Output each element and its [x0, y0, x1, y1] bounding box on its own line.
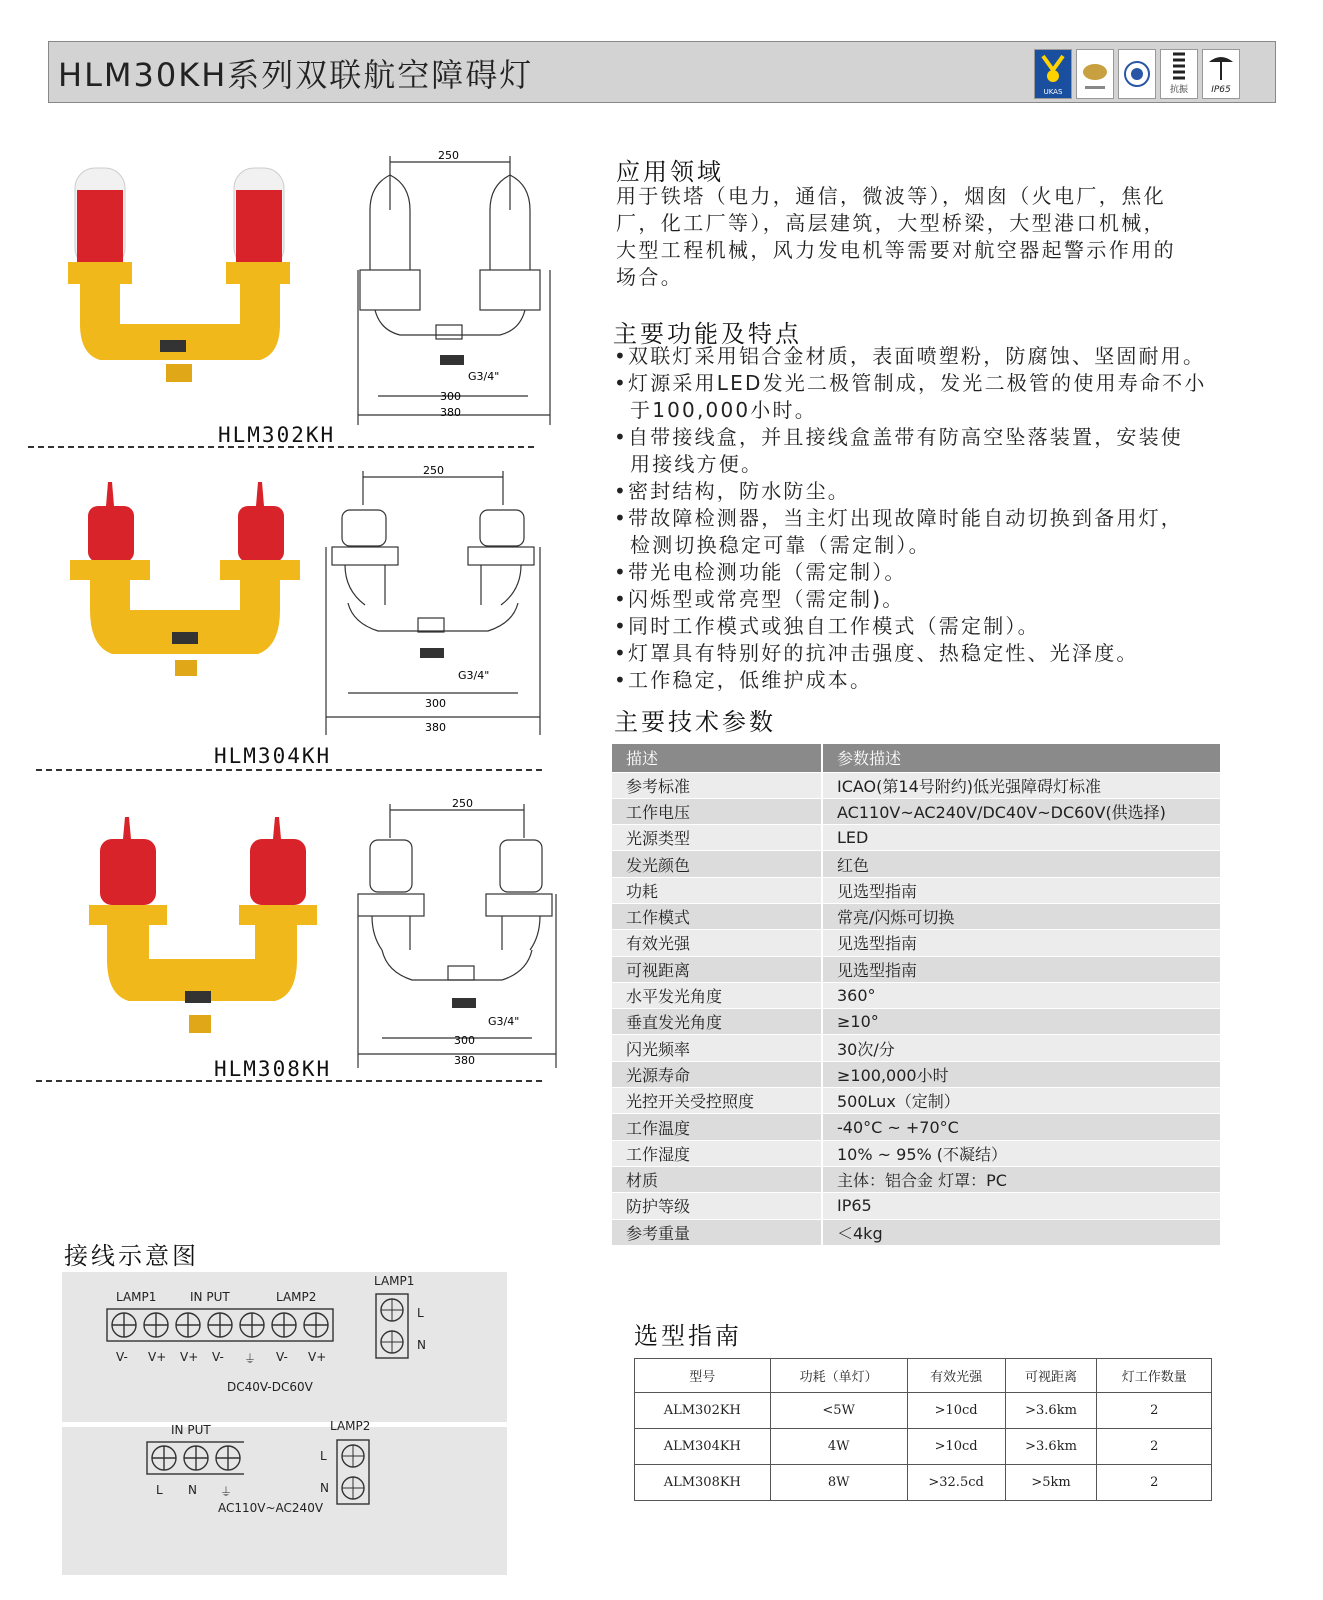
spec-name-cell: 垂直发光角度 [612, 1009, 822, 1035]
spec-value-cell: LED [822, 825, 1220, 851]
spec-name-cell: 光源类型 [612, 825, 822, 851]
selection-cell: >32.5cd [907, 1465, 1005, 1501]
anti-vibration-icon: 抗振 [1160, 49, 1198, 99]
table-row [635, 1465, 1212, 1501]
hlm308kh-photo [75, 815, 325, 1040]
table-row [612, 982, 1220, 1008]
spec-name-cell: 发光颜色 [612, 851, 822, 877]
ac-side-L-label: L [320, 1449, 327, 1463]
hlm304kh-drawing [320, 465, 560, 735]
selection-header-cell: 有效光强 [907, 1359, 1005, 1393]
spec-name-cell: 工作电压 [612, 798, 822, 824]
spec-value-cell: 见选型指南 [822, 956, 1220, 982]
svg-text:300: 300 [454, 1034, 475, 1047]
spec-value-cell: 见选型指南 [822, 877, 1220, 903]
spec-name-cell: 水平发光角度 [612, 982, 822, 1008]
selection-header-cell: 灯工作数量 [1097, 1359, 1212, 1393]
selection-cell: >10cd [907, 1429, 1005, 1465]
terminal-label: N [188, 1483, 197, 1497]
svg-text:380: 380 [425, 721, 446, 734]
table-row [635, 1429, 1212, 1465]
selection-cell: >3.6km [1005, 1429, 1097, 1465]
selection-cell: >3.6km [1005, 1393, 1097, 1429]
spec-name-cell: 光源寿命 [612, 1061, 822, 1087]
selection-cell: ALM302KH [635, 1393, 771, 1429]
lamp1-terminal [375, 1293, 409, 1359]
spec-value-cell: 360° [822, 982, 1220, 1008]
terminal-label: V- [212, 1350, 224, 1364]
table-row [612, 1140, 1220, 1166]
application-heading: 应用领域 [616, 158, 724, 186]
ukas-cert-icon: UKAS [1034, 49, 1072, 99]
spec-value-cell: 主体：铝合金 灯罩：PC [822, 1166, 1220, 1192]
spec-value-cell: 10% ~ 95% (不凝结） [822, 1140, 1220, 1166]
svg-text:G3/4": G3/4" [468, 370, 500, 383]
model-label-1: HLM302KH [218, 423, 336, 447]
table-row [612, 930, 1220, 956]
spec-value-cell: ≥10° [822, 1009, 1220, 1035]
lamp2-label: LAMP2 [276, 1290, 317, 1304]
iso-cert-icon [1118, 49, 1156, 99]
selection-header-cell: 可视距离 [1005, 1359, 1097, 1393]
wiring-heading: 接线示意图 [64, 1242, 199, 1270]
table-row [612, 956, 1220, 982]
dc-terminal-block [106, 1308, 338, 1344]
table-row [612, 877, 1220, 903]
selection-cell: >10cd [907, 1393, 1005, 1429]
selection-header-cell: 功耗（单灯） [770, 1359, 907, 1393]
svg-text:380: 380 [454, 1054, 475, 1067]
divider [36, 1080, 542, 1082]
spec-name-cell: 参考标准 [612, 772, 822, 798]
svg-text:380: 380 [440, 406, 461, 419]
specs-heading: 主要技术参数 [614, 708, 776, 736]
svg-text:300: 300 [425, 697, 446, 710]
side-L-label: L [417, 1306, 424, 1320]
spec-name-cell: 工作湿度 [612, 1140, 822, 1166]
spec-table [612, 744, 1220, 1246]
selection-heading: 选型指南 [634, 1322, 742, 1350]
spec-name-cell: 光控开关受控照度 [612, 1088, 822, 1114]
table-row [612, 1061, 1220, 1087]
spec-value-cell: 30次/分 [822, 1035, 1220, 1061]
selection-header-cell: 型号 [635, 1359, 771, 1393]
terminal-label: V+ [308, 1350, 327, 1364]
model-label-2: HLM304KH [214, 744, 332, 768]
wiring-dc-panel [62, 1272, 507, 1422]
spec-name-cell: 可视距离 [612, 956, 822, 982]
lamp1-label: LAMP1 [116, 1290, 157, 1304]
wiring-ac-panel [62, 1419, 507, 1575]
selection-cell: ALM308KH [635, 1465, 771, 1501]
hlm308kh-drawing [352, 798, 562, 1068]
side-N-label: N [417, 1338, 426, 1352]
selection-cell: ALM304KH [635, 1429, 771, 1465]
ac-side-N-label: N [320, 1481, 329, 1495]
spec-name-cell: 功耗 [612, 877, 822, 903]
terminal-label: V+ [180, 1350, 199, 1364]
table-row [612, 851, 1220, 877]
divider [28, 446, 534, 448]
spec-name-cell: 工作温度 [612, 1114, 822, 1140]
svg-text:300: 300 [440, 390, 461, 403]
spec-name-cell: 参考重量 [612, 1219, 822, 1245]
terminal-label: ⏚ [244, 1352, 257, 1366]
table-row [612, 1193, 1220, 1219]
table-row [612, 1219, 1220, 1245]
selection-cell: <5W [770, 1393, 907, 1429]
divider [36, 769, 542, 771]
features-heading: 主要功能及特点 [613, 320, 802, 348]
page-title: HLM30KH系列双联航空障碍灯 [58, 56, 534, 94]
spec-col-value: 参数描述 [822, 744, 1220, 772]
spec-value-cell: 见选型指南 [822, 930, 1220, 956]
svg-text:250: 250 [423, 465, 444, 477]
spec-value-cell: 500Lux（定制） [822, 1088, 1220, 1114]
spec-name-cell: 材质 [612, 1166, 822, 1192]
table-row [612, 903, 1220, 929]
ac-input-label: IN PUT [171, 1423, 211, 1437]
table-row [612, 772, 1220, 798]
selection-cell: 4W [770, 1429, 907, 1465]
spec-value-cell: ICAO(第14号附约)低光强障碍灯标准 [822, 772, 1220, 798]
spec-value-cell: 常亮/闪烁可切换 [822, 903, 1220, 929]
selection-cell: 2 [1097, 1465, 1212, 1501]
input-label: IN PUT [190, 1290, 230, 1304]
spec-value-cell: 红色 [822, 851, 1220, 877]
table-row [635, 1393, 1212, 1429]
model-label-3: HLM308KH [214, 1057, 332, 1081]
terminal-label: V+ [148, 1350, 167, 1364]
hlm304kh-photo [60, 480, 310, 695]
selection-cell: 2 [1097, 1393, 1212, 1429]
hlm302kh-drawing [350, 150, 565, 425]
selection-table [634, 1358, 1212, 1501]
table-header-row [635, 1359, 1212, 1393]
table-row [612, 1088, 1220, 1114]
side-lamp2-label: LAMP2 [330, 1419, 371, 1433]
dc-voltage-label: DC40V-DC60V [227, 1380, 313, 1394]
svg-text:G3/4": G3/4" [458, 669, 490, 682]
spec-value-cell: AC110V~AC240V/DC40V~DC60V(供选择) [822, 798, 1220, 824]
table-header-row [612, 744, 1220, 772]
ip65-icon: IP65 [1202, 49, 1240, 99]
quality-cert-icon [1076, 49, 1114, 99]
svg-text:250: 250 [438, 150, 459, 162]
table-row [612, 1114, 1220, 1140]
table-row [612, 798, 1220, 824]
spec-value-cell: IP65 [822, 1193, 1220, 1219]
terminal-label: V- [276, 1350, 288, 1364]
spec-value-cell: -40°C ~ +70°C [822, 1114, 1220, 1140]
side-lamp1-label: LAMP1 [374, 1274, 415, 1288]
table-row [612, 1009, 1220, 1035]
selection-cell: 8W [770, 1465, 907, 1501]
spec-name-cell: 闪光频率 [612, 1035, 822, 1061]
table-row [612, 1166, 1220, 1192]
spec-name-cell: 防护等级 [612, 1193, 822, 1219]
terminal-label: L [156, 1483, 163, 1497]
application-text: 用于铁塔（电力，通信，微波等），烟囱（火电厂，焦化 厂，化工厂等），高层建筑，大型桥梁，大型港口机械， 大型工程机械，风力发电机等需要对航空器起警示作用的 场合。 [616, 184, 1176, 289]
selection-cell: 2 [1097, 1429, 1212, 1465]
ac-voltage-label: AC110V~AC240V [218, 1501, 324, 1515]
selection-cell: >5km [1005, 1465, 1097, 1501]
ac-terminal-block [146, 1441, 244, 1477]
spec-name-cell: 工作模式 [612, 903, 822, 929]
spec-value-cell: ＜4kg [822, 1219, 1220, 1245]
table-row [612, 1035, 1220, 1061]
spec-value-cell: ≥100,000小时 [822, 1061, 1220, 1087]
hlm302kh-photo [60, 150, 310, 390]
lamp2-terminal [336, 1439, 370, 1505]
spec-col-desc: 描述 [612, 744, 822, 772]
features-list: •双联灯采用铝合金材质，表面喷塑粉，防腐蚀、坚固耐用。 •灯源采用LED发光二极管制成，发光二极管的使用寿命不小 于100,000小时。 •自带接线盒，并且接线盒盖带有防高空坠落装置，安装使 用接线方便。 •密封结构，防水防尘。 •带故障检测器，当主灯出现故障时能自动切换到备用灯， 检测切换稳定可靠（需定制）。 •带光电检测功能（需定制）。 •闪烁型或常亮型（需定制)。 •同时工作模式或独自工作模式（需定制）。 •灯罩具有特别好的抗冲击强度、热稳定性、光泽度。 •工作稳定，低维护成本。 [614, 344, 1207, 692]
terminal-label: V- [116, 1350, 128, 1364]
svg-text:250: 250 [452, 798, 473, 810]
svg-text:G3/4": G3/4" [488, 1015, 520, 1028]
table-row [612, 825, 1220, 851]
spec-name-cell: 有效光强 [612, 930, 822, 956]
terminal-label: ⏚ [220, 1485, 233, 1499]
